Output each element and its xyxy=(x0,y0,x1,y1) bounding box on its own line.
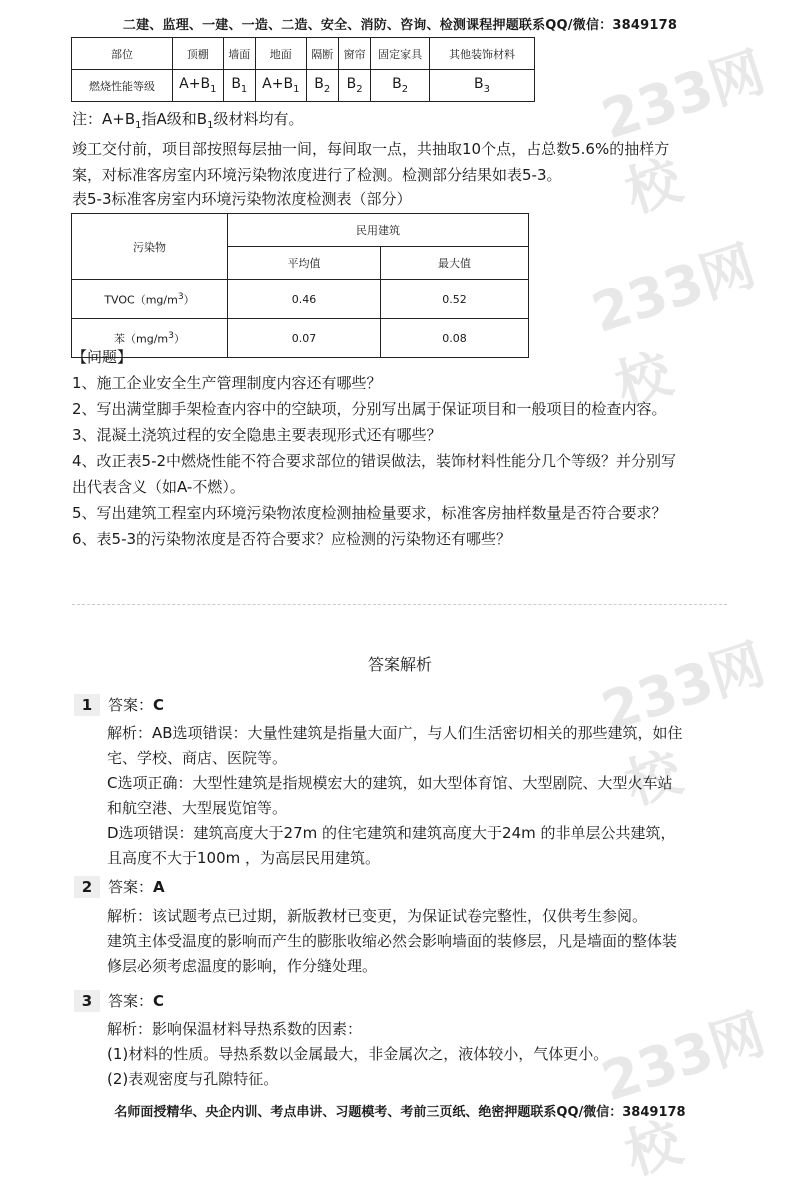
list-item: 4、改正表5-2中燃烧性能不符合要求部位的错误做法，装饰材料性能分几个等级？并分别写 xyxy=(72,452,677,470)
answer-line: 答案：C xyxy=(108,992,165,1010)
table-row xyxy=(72,70,535,102)
table-header-cell: 隔断 xyxy=(306,38,338,70)
watermark: 233网校 xyxy=(584,233,763,419)
table-cell: $B_2$ xyxy=(306,70,338,102)
table-header-row xyxy=(72,214,529,247)
list-item: 6、表5-3的污染物浓度是否符合要求？应检测的污染物还有哪些？ xyxy=(72,530,512,548)
pollutant-table xyxy=(71,213,529,358)
list-item: 出代表含义（如A-不燃）。 xyxy=(72,478,245,496)
table-header-cell: 窗帘 xyxy=(338,38,370,70)
answer-explanation: 解析：该试题考点已过期，新版教材已变更，为保证试卷完整性，仅供考生参阅。 建筑主体受温度的影响而产生的膨胀收缩必然会影响墙面的装修层，凡是墙面的整体装 修层必须考虑温度的影响，作分缝处理。 xyxy=(107,907,678,975)
table-header-cell: 污染物 xyxy=(72,214,228,280)
table-row xyxy=(72,280,529,319)
answer-explanation: 解析：AB选项错误：大量性建筑是指量大面广，与人们生活密切相关的那些建筑，如住 宅、学校、商店、医院等。 C选项正确：大型性建筑是指规模宏大的建筑，如大型体育馆、大型剧院、大型火车站 和航空港、大型展览馆等。 D选项错误：建筑高度大于27m 的住宅建筑和建筑高度大于24m 的非单层公共建筑， 且高度不大于100m ，为高层民用建筑。 xyxy=(107,724,683,867)
watermark: 233网校 xyxy=(594,1002,773,1187)
answer-line: 答案：A xyxy=(108,878,165,896)
page-header: 二建、监理、一建、一造、二造、安全、消防、咨询、检测课程押题联系QQ/微信：3849178 xyxy=(122,18,678,33)
question-list xyxy=(72,344,732,552)
list-item: 5、写出建筑工程室内环境污染物浓度检测抽检量要求，标准客房抽样数量是否符合要求？ xyxy=(72,504,667,522)
table-header-row xyxy=(72,38,535,70)
table-cell: $B_2$ xyxy=(338,70,370,102)
answer-number: 3 xyxy=(74,990,100,1012)
table-cell: 0.52 xyxy=(381,280,529,319)
list-item: 3、混凝土浇筑过程的安全隐患主要表现形式还有哪些？ xyxy=(72,426,442,444)
table-header-cell: 地面 xyxy=(255,38,306,70)
table-cell: 0.46 xyxy=(228,280,381,319)
list-item: 1、施工企业安全生产管理制度内容还有哪些？ xyxy=(72,374,382,392)
section-title: 答案解析 xyxy=(367,655,432,674)
list-item: 【问题】 xyxy=(72,348,133,366)
page-footer: 名师面授精华、央企内训、考点串讲、习题模考、考前三页纸、绝密押题联系QQ/微信：3849178 xyxy=(114,1105,686,1120)
answer-number: 1 xyxy=(74,694,100,716)
table-cell: 0.07 xyxy=(228,319,381,358)
table-cell: $TVOC(mg/m^3)$ xyxy=(72,280,228,319)
table-header-cell: 其他装饰材料 xyxy=(430,38,535,70)
watermark: 233网校 xyxy=(594,40,773,225)
answer-explanation: 解析：影响保温材料导热系数的因素： (1)材料的性质。导热系数以金属最大，非金属次之，液体较小，气体更小。 (2)表观密度与孔隙特征。 xyxy=(107,1020,609,1088)
table-header-cell: 部位 xyxy=(72,38,173,70)
table-cell: 0.08 xyxy=(381,319,529,358)
answer-line: 答案：C xyxy=(108,696,165,714)
watermark: 233网校 xyxy=(594,632,773,817)
divider xyxy=(72,604,727,605)
table-cell: $A+B_1$ xyxy=(173,70,224,102)
fire-rating-table xyxy=(71,37,535,102)
table-cell: 苯$(mg/m^3)$ xyxy=(72,319,228,358)
intro-text: 竣工交付前，项目部按照每层抽一间，每间取一点，共抽取10个点，占总数5.6%的抽样方 案，对标准客房室内环境污染物浓度进行了检测。检测部分结果如表5-3。 表5-3标准客房室内环境污染物浓度检测表（部分） xyxy=(72,140,670,208)
table-header-cell: 固定家具 xyxy=(371,38,430,70)
table-cell: $A+B_1$ xyxy=(255,70,306,102)
table-header-cell: 墙面 xyxy=(223,38,255,70)
answer-number: 2 xyxy=(74,876,100,898)
table-header-cell: 平均值 xyxy=(228,247,381,280)
table-note: 注：$A+B_1$指A级和$B_1$级材料均有。 xyxy=(72,110,304,131)
table-cell: $B_1$ xyxy=(223,70,255,102)
table-header-cell: 顶棚 xyxy=(173,38,224,70)
table-header-cell: 最大值 xyxy=(381,247,529,280)
row-label: 燃烧性能等级 xyxy=(72,70,173,102)
table-header-cell: 民用建筑 xyxy=(228,214,529,247)
table-cell: $B_3$ xyxy=(430,70,535,102)
table-cell: $B_2$ xyxy=(371,70,430,102)
list-item: 2、写出满堂脚手架检查内容中的空缺项，分别写出属于保证项目和一般项目的检查内容。 xyxy=(72,400,667,418)
